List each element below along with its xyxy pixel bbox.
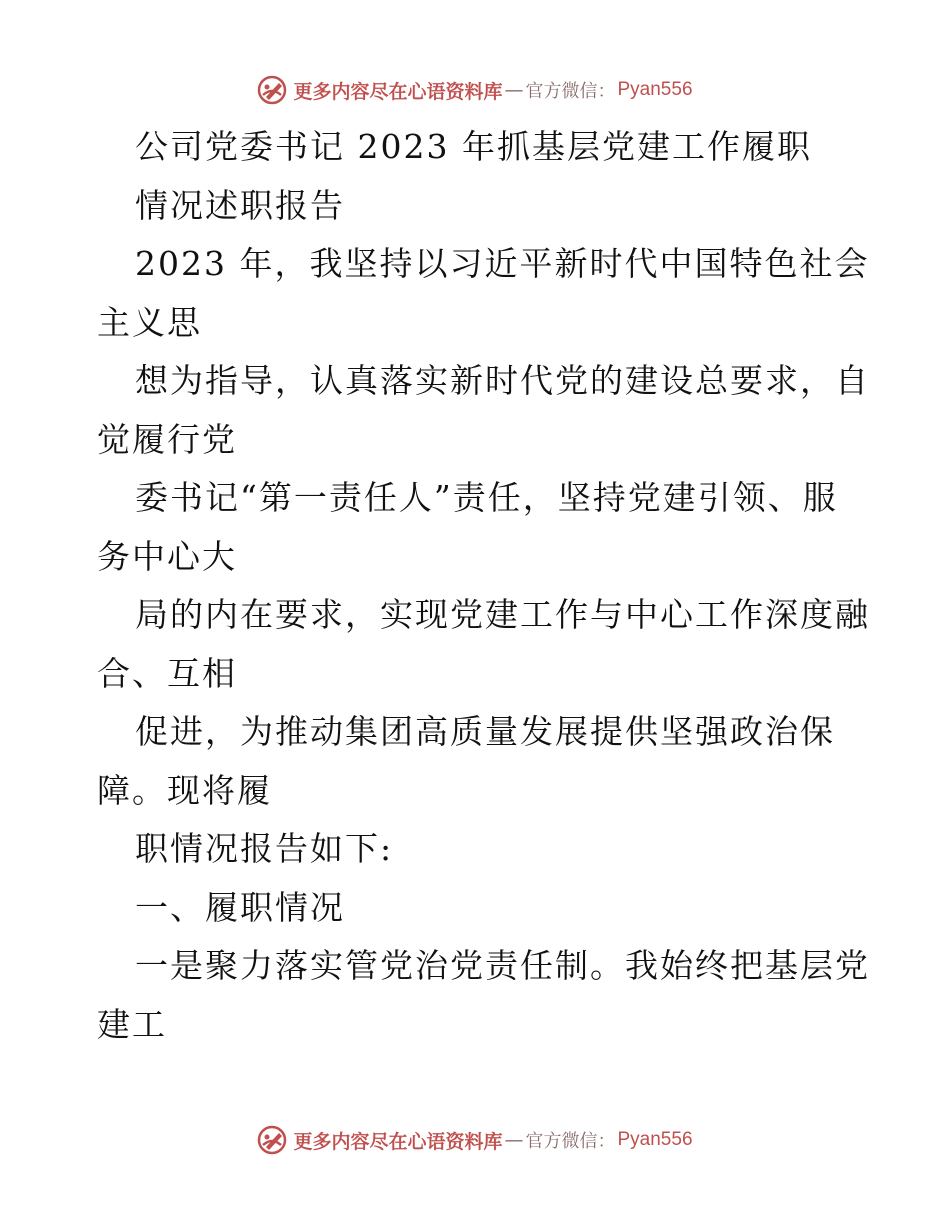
- official-label: 官方微信：: [525, 1131, 616, 1152]
- document-body: [97, 118, 870, 1054]
- text-line: 一是聚力落实管党治党责任制。我始终把基层党: [135, 946, 870, 985]
- footer-watermark: [0, 1120, 950, 1160]
- text-line: 务中心大: [97, 536, 237, 576]
- header-watermark: [0, 70, 950, 110]
- text-line: 促进，为推动集团高质量发展提供坚强政治保: [135, 712, 835, 751]
- text-line: 觉履行党: [97, 419, 237, 459]
- official-label: 官方微信：: [525, 81, 616, 102]
- text-line: 合、互相: [97, 653, 237, 693]
- text-line: 障。现将履: [97, 770, 272, 810]
- text-line: 想为指导，认真落实新时代党的建设总要求，自: [135, 361, 870, 400]
- banner-separator: —: [504, 1129, 524, 1151]
- account-id: Pyan556: [617, 79, 693, 100]
- banner-separator: —: [504, 79, 524, 101]
- text-line: 情况述职报告: [135, 185, 345, 225]
- book-pen-logo-icon: [257, 75, 287, 105]
- account-id: Pyan556: [617, 1129, 693, 1150]
- text-line: 职情况报告如下:: [135, 829, 394, 868]
- text-line: 公司党委书记 2023 年抓基层党建工作履职: [135, 127, 812, 166]
- promo-text: 更多内容尽在心语资料库: [293, 80, 503, 103]
- book-pen-logo-icon: [257, 1125, 287, 1155]
- text-line: 局的内在要求，实现党建工作与中心工作深度融: [135, 595, 870, 634]
- promo-text: 更多内容尽在心语资料库: [293, 1130, 503, 1153]
- text-line: 主义思: [97, 302, 202, 342]
- text-line: 建工: [97, 1004, 167, 1044]
- text-line: 2023 年，我坚持以习近平新时代中国特色社会: [135, 244, 870, 283]
- text-line: 委书记“第一责任人”责任，坚持党建引领、服: [135, 478, 838, 517]
- section-heading: 一、履职情况: [135, 887, 345, 927]
